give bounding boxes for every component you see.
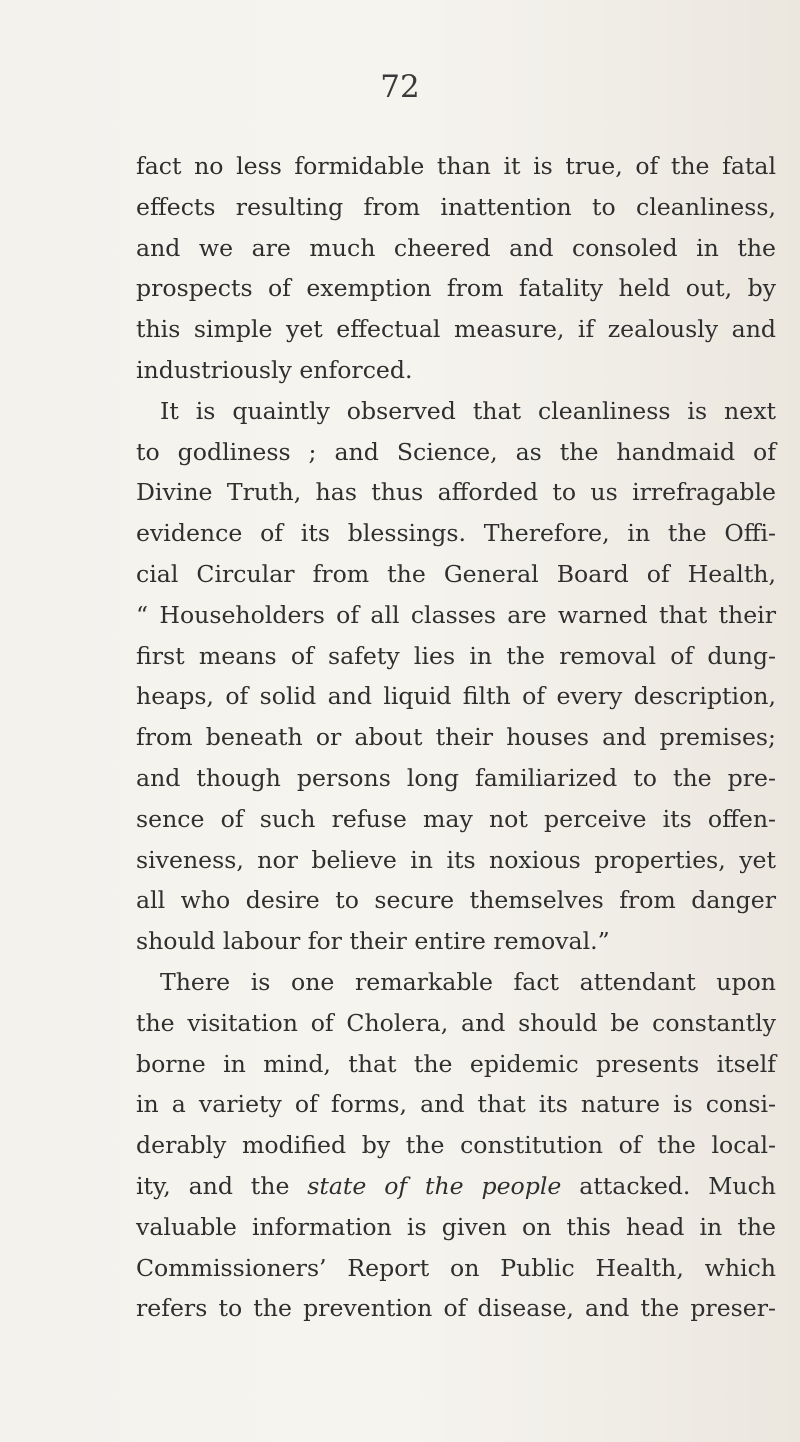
text-line: all who desire to secure themselves from danger	[136, 886, 776, 915]
text-line: this simple yet effectual measure, if zealously and	[136, 315, 776, 344]
italic-phrase: state of the people	[307, 1171, 562, 1200]
text-line: to godliness ; and Science, as the handmaid of	[136, 437, 776, 466]
text-line: from beneath or about their houses and premises;	[136, 723, 776, 752]
mixed-style-line	[136, 1166, 776, 1207]
text-line: and though persons long familiarized to the pre-	[136, 763, 776, 792]
text-line: in a variety of forms, and that its nature is consi-	[136, 1090, 776, 1119]
text-line: derably modified by the constitution of the local-	[136, 1131, 776, 1160]
text-line: valuable information is given on this head in the	[136, 1212, 776, 1241]
text-line: and we are much cheered and consoled in the	[136, 233, 776, 262]
text-line: borne in mind, that the epidemic presents itself	[136, 1049, 776, 1078]
paragraph-start-line: It is quaintly observed that cleanliness is next	[160, 396, 776, 425]
quotation-line: “ Householders of all classes are warned that their	[136, 600, 776, 629]
text-line: evidence of its blessings. Therefore, in the Offi-	[136, 519, 776, 548]
line-text-before: ity, and the	[136, 1171, 308, 1200]
body-text	[136, 146, 776, 1329]
text-line: first means of safety lies in the removal of dung-	[136, 641, 776, 670]
line-text-after: attacked. Much	[561, 1171, 777, 1200]
text-line: prospects of exemption from fatality held out, by	[136, 274, 776, 303]
text-line: should labour for their entire removal.”	[136, 927, 610, 956]
text-line: siveness, nor believe in its noxious properties, yet	[136, 845, 776, 874]
text-line: effects resulting from inattention to cleanliness,	[136, 192, 776, 221]
text-line: fact no less formidable than it is true, of the fatal	[136, 152, 776, 180]
text-line: Divine Truth, has thus afforded to us irrefragable	[136, 478, 776, 507]
text-line: industriously enforced.	[136, 355, 413, 384]
page-number: 72	[380, 69, 420, 105]
text-line: the visitation of Cholera, and should be constantly	[136, 1008, 776, 1037]
text-line: refers to the prevention of disease, and the preser-	[136, 1294, 776, 1323]
text-line: heaps, of solid and liquid filth of every description,	[136, 682, 776, 711]
text-line: Commissioners’ Report on Public Health, which	[136, 1253, 776, 1282]
text-line: cial Circular from the General Board of Health,	[136, 559, 776, 588]
paragraph-start-line: There is one remarkable fact attendant upon	[160, 967, 776, 996]
text-line: sence of such refuse may not perceive its offen-	[136, 804, 776, 833]
